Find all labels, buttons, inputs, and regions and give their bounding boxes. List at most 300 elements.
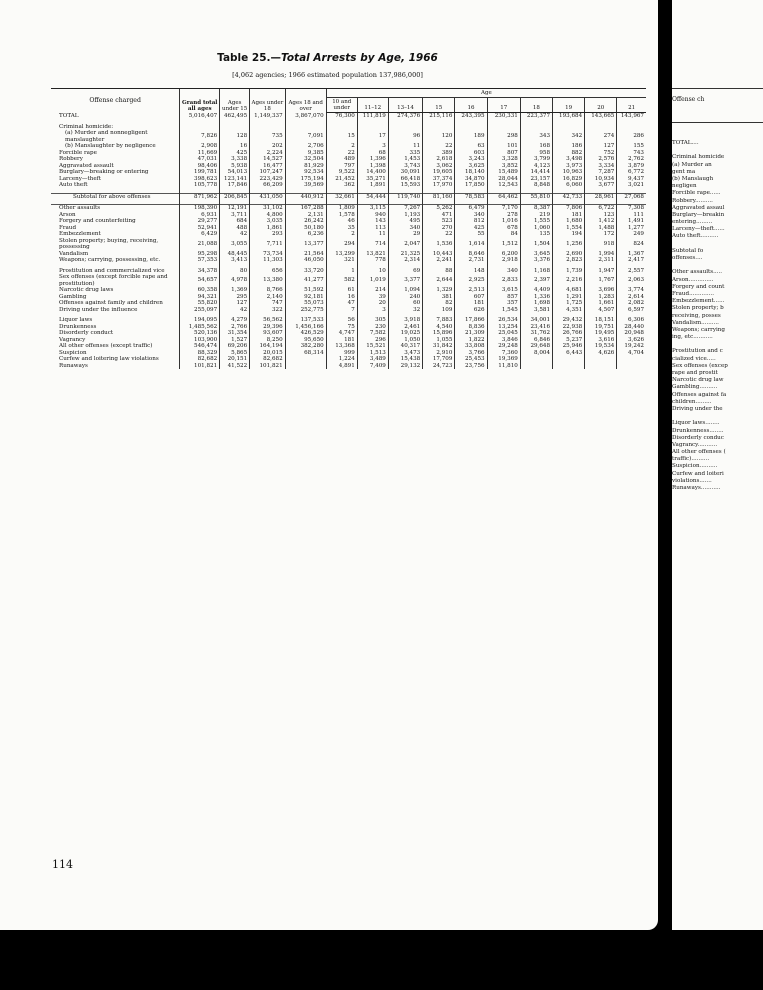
cell-value: 3,625 — [455, 163, 487, 170]
cell-value: 8,387 — [520, 205, 552, 212]
cell-value: 29 — [388, 231, 422, 238]
cell-value: 143,665 — [585, 113, 617, 120]
cell-value: 54,444 — [357, 193, 388, 200]
cell-value: 1,861 — [250, 225, 286, 232]
cell-value: 37,374 — [423, 176, 455, 183]
cell-value: 362 — [326, 182, 357, 189]
cell-value: 26,766 — [553, 330, 585, 337]
cell-value: 1,512 — [487, 238, 520, 251]
cell-value: 425 — [455, 225, 487, 232]
cell-value: 5,938 — [220, 163, 250, 170]
cell-value: 1,809 — [326, 205, 357, 212]
cell-value: 918 — [585, 238, 617, 251]
cell-value: 11,303 — [250, 257, 286, 264]
cell-value: 8,848 — [520, 182, 552, 189]
right-offense-line: offenses.... — [672, 255, 703, 261]
right-offense-line: Other assaults..... — [672, 269, 723, 276]
cell-value: 101 — [487, 143, 520, 150]
cell-value: 2,706 — [285, 143, 326, 150]
cell-value: 15,593 — [388, 182, 422, 189]
cell-value: 15,896 — [423, 330, 455, 337]
cell-value: 3,973 — [553, 163, 585, 170]
cell-value: 17,970 — [423, 182, 455, 189]
cell-value: 4,681 — [553, 287, 585, 294]
cell-value: 3,376 — [520, 257, 552, 264]
cell-value: 3 — [357, 307, 388, 314]
cell-value: 1,396 — [357, 156, 388, 163]
cell-value: 29,396 — [250, 324, 286, 331]
cell-value: 940 — [357, 212, 388, 219]
cell-value: 4,409 — [520, 287, 552, 294]
cell-value: 298 — [487, 130, 520, 143]
cell-value: 1,369 — [220, 287, 250, 294]
cell-value: 1,513 — [357, 350, 388, 357]
offense-label: Narcotic drug laws — [59, 287, 114, 293]
cell-value: 13,821 — [357, 251, 388, 258]
cell-value: 15 — [326, 130, 357, 143]
cell-value: 12,543 — [487, 182, 520, 189]
cell-value: 295 — [220, 294, 250, 301]
table-row — [51, 363, 646, 370]
table-number: Table 25. — [217, 52, 271, 64]
cell-value: 278 — [487, 212, 520, 219]
cell-value: 34,378 — [180, 268, 220, 275]
cell-value: 3,338 — [220, 156, 250, 163]
cell-value: 96 — [388, 130, 422, 143]
right-offense-line: Larceny—theft...... — [672, 226, 725, 233]
offense-header: Offense charged — [51, 89, 180, 113]
cell-value: 21,564 — [285, 251, 326, 258]
right-offense-line: Fraud.............. — [672, 290, 714, 297]
right-offense-line: Curfew and loiteri — [672, 470, 724, 477]
offense-label: Weapons; carrying, possessing, etc. — [59, 257, 161, 263]
age-header: 20 — [585, 98, 617, 113]
cell-value: 1,947 — [585, 268, 617, 275]
cell-value: 1,019 — [357, 274, 388, 287]
right-offense-line: Sex offenses (excep — [672, 362, 728, 369]
offense-label: Fraud — [59, 224, 77, 231]
cell-value: 857 — [487, 294, 520, 301]
cell-value: 3,852 — [487, 163, 520, 170]
right-offense-line: Forgery and count — [672, 283, 725, 290]
cell-value: 31,354 — [220, 330, 250, 337]
cell-value: 1,277 — [617, 225, 646, 232]
cell-value: 678 — [487, 225, 520, 232]
cell-value: 797 — [326, 163, 357, 170]
offense-label: (a) Murder and nonnegligent manslaughter — [65, 130, 148, 143]
cell-value: 155 — [617, 143, 646, 150]
cell-value: 22 — [423, 143, 455, 150]
right-header-rule — [672, 122, 763, 123]
cell-value: 21,309 — [455, 330, 487, 337]
cell-value: 143,967 — [617, 113, 646, 120]
cell-value: 1,545 — [487, 307, 520, 314]
cell-value: 42 — [220, 307, 250, 314]
cell-value: 1,891 — [357, 182, 388, 189]
cell-value: 57,353 — [180, 257, 220, 264]
cell-value: 1,527 — [220, 337, 250, 344]
cell-value: 252,775 — [285, 307, 326, 314]
cell-value: 440,912 — [285, 193, 326, 200]
cell-value: 8,250 — [250, 337, 286, 344]
cell-value: 6,200 — [487, 251, 520, 258]
cell-value: 2,618 — [423, 156, 455, 163]
offense-label: Forgery and counterfeiting — [59, 218, 136, 224]
cell-value: 1,767 — [585, 274, 617, 287]
right-offense-line: cialized vice..... — [672, 355, 716, 362]
cell-value: 107,247 — [250, 169, 286, 176]
offense-label: Burglary—breaking or entering — [59, 169, 149, 175]
cell-value: 111,819 — [357, 113, 388, 120]
cell-value: 10 — [357, 268, 388, 275]
cell-value: 1,050 — [388, 337, 422, 344]
cell-value: 75 — [326, 324, 357, 331]
cell-value: 101,821 — [180, 363, 220, 370]
cell-value: 7,409 — [357, 363, 388, 370]
cell-value: 3,918 — [388, 317, 422, 324]
cell-value: 4,123 — [520, 163, 552, 170]
right-offense-line: Runaways........... — [672, 485, 721, 491]
cell-value: 88 — [423, 268, 455, 275]
cell-value: 343 — [520, 130, 552, 143]
cell-value: 120 — [423, 130, 455, 143]
cell-value: 3 — [357, 143, 388, 150]
cell-value: 193,684 — [553, 113, 585, 120]
right-offense-line: Gambling.......... — [672, 384, 718, 391]
cell-value: 22 — [423, 231, 455, 238]
cell-value: 84 — [487, 231, 520, 238]
cell-value: 778 — [357, 257, 388, 264]
right-offense-line: receiving, posses — [672, 312, 721, 319]
cell-value: 1,555 — [520, 218, 552, 225]
cell-value: 3,021 — [617, 182, 646, 189]
cell-value: 357 — [487, 300, 520, 307]
cell-value: 14,400 — [357, 169, 388, 176]
cell-value: 27,068 — [617, 193, 646, 200]
cell-value: 10,934 — [585, 176, 617, 183]
cell-value: 19,605 — [423, 169, 455, 176]
cell-value: 23,416 — [520, 324, 552, 331]
right-page-partial — [672, 0, 763, 930]
cell-value: 17,846 — [220, 182, 250, 189]
cell-value: 21,325 — [388, 251, 422, 258]
cell-value: 94,321 — [180, 294, 220, 301]
cell-value: 167,288 — [285, 205, 326, 212]
right-offense-line: violations....... — [672, 477, 712, 484]
cell-value: 3,743 — [388, 163, 422, 170]
cell-value: 42,733 — [553, 193, 585, 200]
cell-value: 41,522 — [220, 363, 250, 370]
right-offense-line — [672, 413, 728, 420]
cell-value: 223,429 — [250, 176, 286, 183]
cell-value: 340 — [455, 212, 487, 219]
cell-value: 17,709 — [423, 356, 455, 363]
cell-value: 1,725 — [553, 300, 585, 307]
cell-value: 1,193 — [388, 212, 422, 219]
cell-value: 426,529 — [285, 330, 326, 337]
offense-label: Prostitution and commercialized vice — [59, 267, 165, 274]
cell-value: 999 — [326, 350, 357, 357]
cell-value: 56,562 — [250, 317, 286, 324]
cell-value: 46 — [326, 218, 357, 225]
cell-value: 11,669 — [180, 150, 220, 157]
cell-value: 81,160 — [423, 193, 455, 200]
cell-value: 48,445 — [220, 251, 250, 258]
cell-value: 3,035 — [250, 218, 286, 225]
cell-value: 294 — [326, 238, 357, 251]
cell-value: 2,925 — [455, 274, 487, 287]
cell-value: 202 — [250, 143, 286, 150]
cell-value: 11 — [388, 143, 422, 150]
cell-value: 735 — [250, 130, 286, 143]
cell-value: 1,060 — [520, 225, 552, 232]
table-row — [51, 274, 646, 287]
cell-value: 13,299 — [326, 251, 357, 258]
cell-value: 60,358 — [180, 287, 220, 294]
cell-value: 51,592 — [285, 287, 326, 294]
cell-value: 9,437 — [617, 176, 646, 183]
cell-value: 29,648 — [520, 343, 552, 350]
cell-value: 6,931 — [180, 212, 220, 219]
cell-value: 4,704 — [617, 350, 646, 357]
offense-label: Curfew and loitering law violations — [59, 356, 159, 362]
cell-value: 101,821 — [250, 363, 286, 370]
cell-value: 4,891 — [326, 363, 357, 370]
cell-value: 55,073 — [285, 300, 326, 307]
cell-value: 105,778 — [180, 182, 220, 189]
cell-value: 747 — [250, 300, 286, 307]
cell-value: 1,614 — [455, 238, 487, 251]
cell-value: 4,978 — [220, 274, 250, 287]
offense-label: Auto theft — [59, 182, 88, 188]
cell-value: 3,799 — [520, 156, 552, 163]
cell-value: 1 — [326, 268, 357, 275]
cell-value: 6,479 — [455, 205, 487, 212]
cell-value: 7,091 — [285, 130, 326, 143]
cell-value: 148 — [455, 268, 487, 275]
cell-value: 7,582 — [357, 330, 388, 337]
cell-value: 29,248 — [487, 343, 520, 350]
offense-label: Subtotal for above offenses — [51, 193, 180, 200]
cell-value: 223,377 — [520, 113, 552, 120]
cell-value: 752 — [585, 150, 617, 157]
cell-value: 3,243 — [455, 156, 487, 163]
offense-label: Runaways — [59, 362, 88, 369]
cell-value: 172 — [585, 231, 617, 238]
right-offense-line — [672, 147, 728, 154]
cell-value: 19,369 — [487, 356, 520, 363]
cell-value: 296 — [357, 337, 388, 344]
cell-value: 230,331 — [487, 113, 520, 120]
cell-value: 15,438 — [388, 356, 422, 363]
table-row — [51, 130, 646, 143]
under18-header: Ages under 18 — [250, 89, 286, 113]
cell-value: 29,132 — [388, 363, 422, 370]
cell-value: 871,962 — [180, 193, 220, 200]
cell-value: 23,157 — [520, 176, 552, 183]
cell-value: 76,300 — [326, 113, 357, 120]
cell-value: 2,908 — [180, 143, 220, 150]
right-top-rule — [672, 88, 763, 89]
cell-value: 1,661 — [585, 300, 617, 307]
cell-value: 1,491 — [617, 218, 646, 225]
cell-value: 41,277 — [285, 274, 326, 287]
cell-value: 2,397 — [520, 274, 552, 287]
cell-value: 3,616 — [585, 337, 617, 344]
cell-value: 4,626 — [585, 350, 617, 357]
cell-value: 4,540 — [423, 324, 455, 331]
offense-label: Sex offenses (except forcible rape and prostitution) — [59, 274, 168, 287]
cell-value: 143 — [357, 218, 388, 225]
right-offense-header: Offense ch — [672, 96, 705, 103]
table-title: Table 25.—Total Arrests by Age, 1966 — [217, 52, 438, 64]
cell-value: 19,242 — [617, 343, 646, 350]
cell-value: 82,682 — [250, 356, 286, 363]
cell-value: 3,879 — [617, 163, 646, 170]
offense-label: Criminal homicide: — [59, 123, 114, 130]
offense-label: Aggravated assault — [59, 162, 114, 169]
cell-value: 198,390 — [180, 205, 220, 212]
right-offense-line: Stolen property; b — [672, 305, 724, 312]
arrests-table — [51, 88, 646, 369]
cell-value: 2,224 — [250, 150, 286, 157]
cell-value: 3,377 — [388, 274, 422, 287]
cell-value: 2,644 — [423, 274, 455, 287]
cell-value: 17 — [357, 130, 388, 143]
cell-value: 882 — [553, 150, 585, 157]
cell-value: 181 — [326, 337, 357, 344]
cell-value — [553, 363, 585, 370]
offense-label: Robbery — [59, 156, 83, 162]
cell-value: 1,291 — [553, 294, 585, 301]
cell-value: 16 — [220, 143, 250, 150]
right-offense-line: (b) Manslaugh — [672, 175, 714, 182]
cell-value: 33,808 — [455, 343, 487, 350]
cell-value: 61 — [326, 287, 357, 294]
cell-value: 1,485,562 — [180, 324, 220, 331]
cell-value: 824 — [617, 238, 646, 251]
cell-value: 214 — [357, 287, 388, 294]
offense-label: Vagrancy — [59, 336, 86, 343]
cell-value: 2 — [326, 231, 357, 238]
cell-value — [585, 363, 617, 370]
cell-value: 189 — [455, 130, 487, 143]
right-offense-line: Vandalism.......... — [672, 319, 719, 326]
cell-value: 66,209 — [250, 182, 286, 189]
cell-value: 6,722 — [585, 205, 617, 212]
cell-value: 2,762 — [617, 156, 646, 163]
cell-value: 389 — [423, 150, 455, 157]
cell-value: 1,168 — [520, 268, 552, 275]
cell-value: 3,581 — [520, 307, 552, 314]
right-offense-line: gent ma — [672, 168, 696, 175]
offense-label: Liquor laws — [59, 317, 93, 323]
cell-value: 2,082 — [617, 300, 646, 307]
cell-value: 33,720 — [285, 268, 326, 275]
age-header: 16 — [455, 98, 487, 113]
cell-value: 15,521 — [357, 343, 388, 350]
cell-value: 82 — [423, 300, 455, 307]
cell-value: 3,846 — [487, 337, 520, 344]
cell-value: 462,495 — [220, 113, 250, 120]
cell-value: 68,314 — [285, 350, 326, 357]
cell-value: 39,569 — [285, 182, 326, 189]
cell-value: 7,267 — [388, 205, 422, 212]
age-group-header: Age — [326, 89, 646, 98]
right-offense-line: Offenses against fa — [672, 391, 727, 398]
cell-value: 29,277 — [180, 218, 220, 225]
cell-value: 6,443 — [553, 350, 585, 357]
table-row — [51, 238, 646, 251]
cell-value: 10,443 — [423, 251, 455, 258]
right-offense-line: Subtotal fo — [672, 247, 704, 254]
offense-label: Disorderly conduct — [59, 330, 114, 336]
cell-value: 1,698 — [520, 300, 552, 307]
offense-label: Other assaults — [51, 205, 180, 212]
right-offense-line: (a) Murder an — [672, 161, 712, 168]
cell-value: 7,826 — [180, 130, 220, 143]
right-offense-list — [672, 140, 728, 492]
offense-label: Forcible rape — [59, 149, 97, 156]
cell-value: 286 — [617, 130, 646, 143]
cell-value: 16 — [326, 294, 357, 301]
age-header: 11–12 — [357, 98, 388, 113]
cell-value: 28,440 — [617, 324, 646, 331]
cell-value: 127 — [585, 143, 617, 150]
cell-value: 22 — [326, 150, 357, 157]
offense-label: Larceny—theft — [59, 175, 102, 182]
cell-value: 47 — [326, 300, 357, 307]
cell-value: 21,452 — [326, 176, 357, 183]
right-offense-line: Narcotic drug law — [672, 377, 724, 384]
age-header: 10 and under — [326, 98, 357, 113]
cell-value: 812 — [455, 218, 487, 225]
cell-value: 1,094 — [388, 287, 422, 294]
cell-value: 25,045 — [487, 330, 520, 337]
cell-value: 1,016 — [487, 218, 520, 225]
cell-value: 2,063 — [617, 274, 646, 287]
cell-value: 42 — [220, 231, 250, 238]
cell-value: 4,279 — [220, 317, 250, 324]
cell-value: 4,800 — [250, 212, 286, 219]
cell-value: 3,645 — [520, 251, 552, 258]
cell-value: 29,432 — [553, 317, 585, 324]
cell-value: 7,806 — [553, 205, 585, 212]
cell-value: 2,513 — [455, 287, 487, 294]
cell-value: 20,015 — [250, 350, 286, 357]
cell-value: 92,181 — [285, 294, 326, 301]
cell-value: 270 — [423, 225, 455, 232]
age-header: 15 — [423, 98, 455, 113]
offense-label: Gambling — [59, 293, 87, 300]
cell-value: 7,308 — [617, 205, 646, 212]
cell-value: 2,690 — [553, 251, 585, 258]
right-offense-line: Prostitution and c — [672, 348, 723, 355]
cell-value: 24,723 — [423, 363, 455, 370]
cell-value: 2,833 — [487, 274, 520, 287]
cell-value: 3,774 — [617, 287, 646, 294]
cell-value: 181 — [455, 300, 487, 307]
cell-value: 92,534 — [285, 169, 326, 176]
cell-value: 3,696 — [585, 287, 617, 294]
cell-value: 7,711 — [250, 238, 286, 251]
cell-value: 3,328 — [487, 156, 520, 163]
offense-label: (b) Manslaughter by negligence — [65, 143, 156, 149]
right-offense-line: Liquor laws........ — [672, 420, 720, 427]
cell-value: 684 — [220, 218, 250, 225]
cell-value: 39 — [357, 294, 388, 301]
cell-value: 495 — [388, 218, 422, 225]
